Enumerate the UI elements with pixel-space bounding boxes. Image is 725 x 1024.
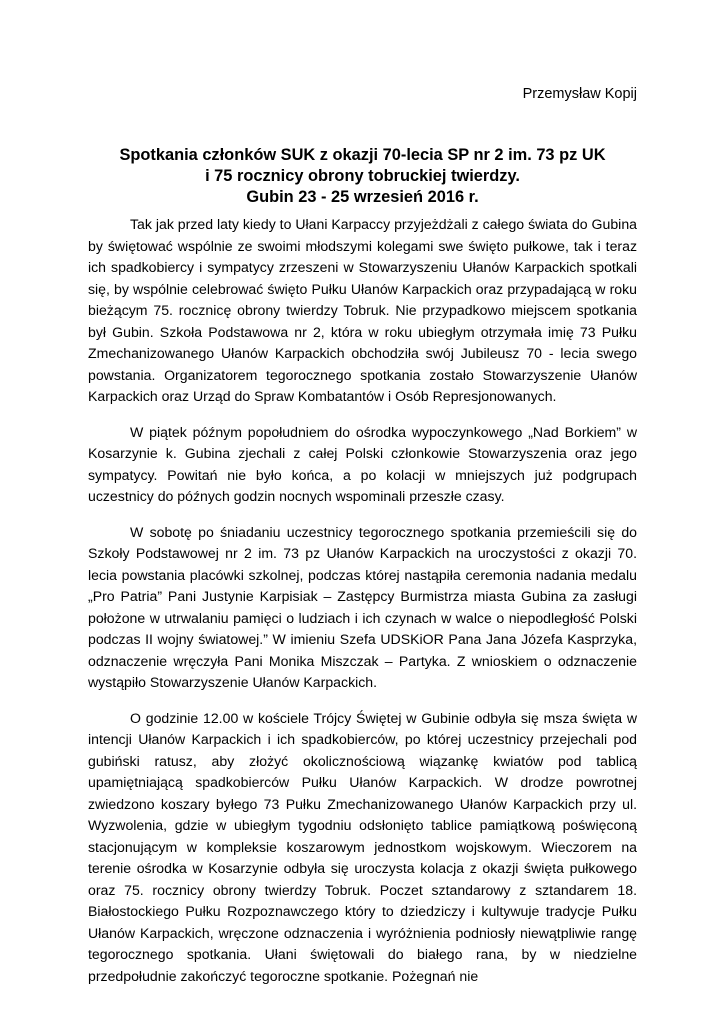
- paragraph: O godzinie 12.00 w kościele Trójcy Świętej w Gubinie odbyła się msza święta w intencji Ułanów Karpackich i ich spadkobierców, po której uczestnicy przejechali pod gubiński ratusz, aby złożyć okolicznościową wiązankę kwiatów pod tablicą upamiętniającą spadkobierców Pułku Ułanów Karpackich. W drodze powrotnej zwiedzono koszary byłego 73 Pułku Zmechanizowanego Ułanów Karpackich przy ul. Wyzwolenia, gdzie w ubiegłym tygodniu odsłonięto tablice pamiątkową poświęconą stacjonującym w kompleksie koszarowym jednostkom wojskowym. Wieczorem na terenie ośrodka w Kosarzynie odbyła się uroczysta kolacja z okazji święta pułkowego oraz 75. rocznicy obrony twierdzy Tobruk. Poczet sztandarowy z sztandarem 18. Białostockiego Pułku Rozpoznawczego który to dziedziczy i kultywuje tradycje Pułku Ułanów Karpackich, wręczone odznaczenia i wyróżnienia podniosły niewątpliwie rangę tegorocznego spotkania. Ułani świętowali do białego rana, by w niedzielne przedpołudnie zakończyć tegoroczne spotkanie. Pożegnań nie: [88, 709, 637, 984]
- document-title: [88, 145, 637, 208]
- author-name: Przemysław Kopij: [522, 86, 637, 102]
- paragraph: W piątek późnym popołudniem do ośrodka wypoczynkowego „Nad Borkiem” w Kosarzynie k. Gubina zjechali z całej Polski członkowie Stowarzyszenia oraz jego sympatycy. Powitań nie było końca, a po kolacji w mniejszych już podgrupach uczestnicy do późnych godzin nocnych wspominali przeszłe czasy.: [88, 423, 637, 504]
- title-line: i 75 rocznicy obrony tobruckiej twierdzy.: [205, 167, 520, 185]
- document-body: [88, 214, 637, 1001]
- paragraph: Tak jak przed laty kiedy to Ułani Karpaccy przyjeżdżali z całego świata do Gubina by świętować wspólnie ze swoimi młodszymi kolegami swe święto pułkowe, tak i teraz ich spadkobiercy i sympatycy zrzeszeni w Stowarzyszeniu Ułanów Karpackich spotkali się, by wspólnie celebrować święto Pułku Ułanów Karpackich oraz przypadającą w roku bieżącym 75. rocznicę obrony twierdzy Tobruk. Nie przypadkowo miejscem spotkania był Gubin. Szkoła Podstawowa nr 2, która w roku ubiegłym otrzymała imię 73 Pułku Zmechanizowanego Ułanów Karpackich obchodziła swój Jubileusz 70 - lecia swego powstania. Organizatorem tegorocznego spotkania zostało Stowarzyszenie Ułanów Karpackich oraz Urząd do Spraw Kombatantów i Osób Represjonowanych.: [88, 216, 637, 404]
- title-line: Spotkania członków SUK z okazji 70-lecia SP nr 2 im. 73 pz UK: [119, 146, 606, 164]
- paragraph: W sobotę po śniadaniu uczestnicy tegorocznego spotkania przemieścili się do Szkoły Podstawowej nr 2 im. 73 pz Ułanów Karpackich na uroczystości z okazji 70. lecia powstania placówki szkolnej, podczas której nastąpiła ceremonia nadania medalu „Pro Patria” Pani Justynie Karpisiak – Zastępcy Burmistrza miasta Gubina za zasługi położone w utrwalaniu pamięci o ludziach i ich czynach w walce o niepodległość Polski podczas II wojny światowej.” W imieniu Szefa UDSKiOR Pana Jana Józefa Kasprzyka, odznaczenie wręczyła Pani Monika Miszczak – Partyka. Z wnioskiem o odznaczenie wystąpiło Stowarzyszenie Ułanów Karpackich.: [88, 523, 637, 690]
- title-line: Gubin 23 - 25 wrzesień 2016 r.: [246, 188, 479, 206]
